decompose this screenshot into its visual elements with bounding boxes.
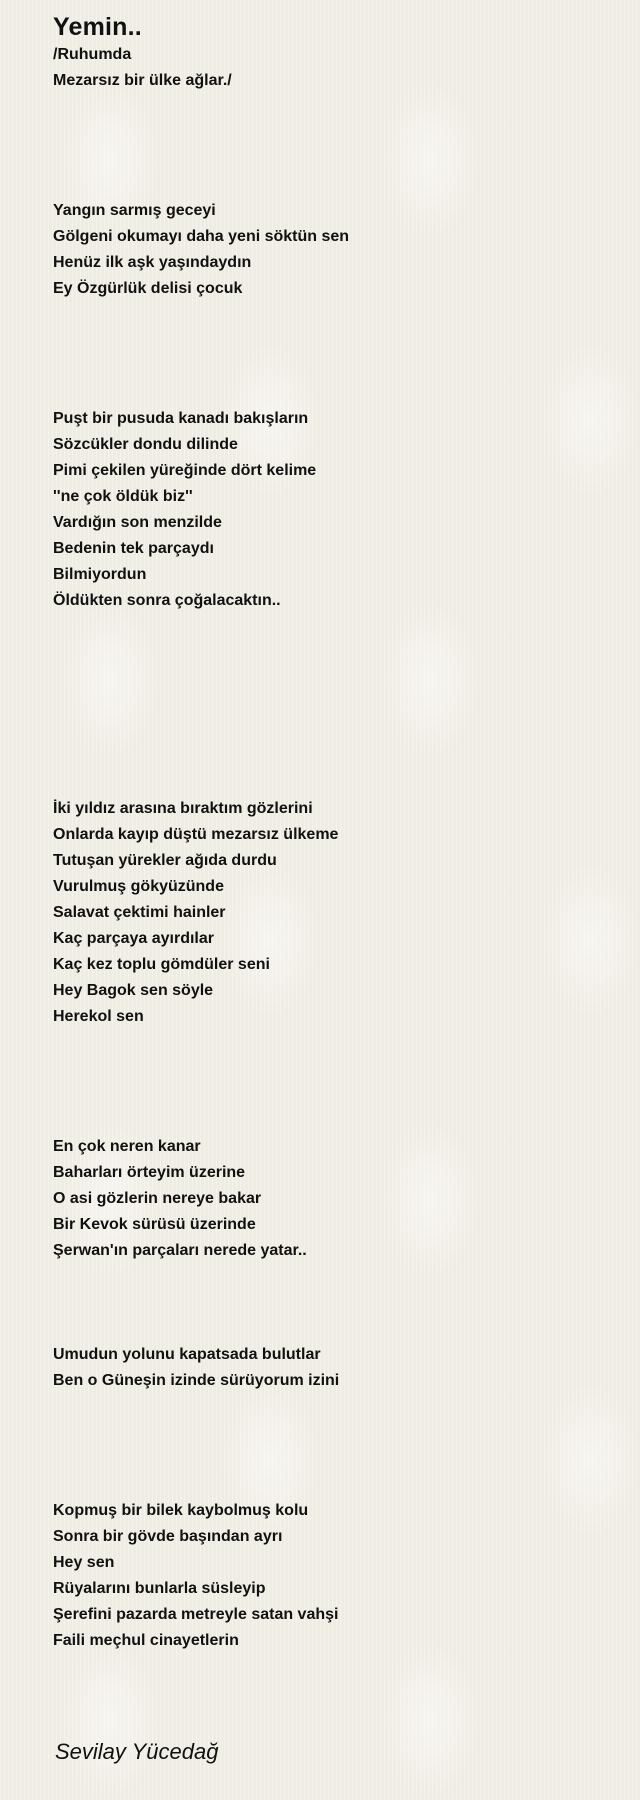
blank-line <box>53 1394 613 1420</box>
blank-line <box>53 1056 613 1082</box>
blank-line <box>53 380 613 406</box>
poem-line: Vurulmuş gökyüzünde <box>53 878 224 895</box>
blank-line <box>53 1316 613 1342</box>
blank-line <box>53 172 613 198</box>
poem-line: Hey Bagok sen söyle <box>53 982 214 999</box>
poem-line: Henüz ilk aşk yaşındaydın <box>53 254 252 271</box>
poem-line: Mezarsız bir ülke ağlar./ <box>53 72 232 89</box>
poem-line: Kopmuş bir bilek kaybolmuş kolu <box>53 1502 309 1519</box>
blank-line <box>53 744 613 770</box>
blank-line <box>53 1108 613 1134</box>
blank-line <box>53 120 613 146</box>
poem-line: Bir Kevok sürüsü üzerinde <box>53 1216 256 1233</box>
poem-line: Şerwan'ın parçaları nerede yatar.. <box>53 1242 307 1259</box>
blank-line <box>53 1446 613 1472</box>
blank-line <box>53 354 613 380</box>
blank-line <box>53 692 613 718</box>
blank-line <box>53 640 613 666</box>
blank-line <box>53 614 613 640</box>
blank-line <box>53 1472 613 1498</box>
poem-line: Yangın sarmış geceyi <box>53 202 216 219</box>
poem-line: Şerefini pazarda metreyle satan vahşi <box>53 1606 339 1623</box>
poem-line: Ben o Güneşin izinde sürüyorum izini <box>53 1372 340 1389</box>
blank-line <box>53 328 613 354</box>
poem-line: Öldükten sonra çoğalacaktın.. <box>53 592 281 609</box>
blank-line <box>53 94 613 120</box>
poem-line: Tutuşan yürekler ağıda durdu <box>53 852 277 869</box>
poem-line: Kaç parçaya ayırdılar <box>53 930 214 947</box>
poem-line: Pimi çekilen yüreğinde dört kelime <box>53 462 317 479</box>
poem-line: Kaç kez toplu gömdüler seni <box>53 956 270 973</box>
poem-line: Faili meçhul cinayetlerin <box>53 1632 239 1649</box>
poem-line: Baharları örteyim üzerine <box>53 1164 246 1181</box>
blank-line <box>53 1264 613 1290</box>
poem-line: Onlarda kayıp düştü mezarsız ülkeme <box>53 826 339 843</box>
poem-line: ''ne çok öldük biz'' <box>53 488 193 505</box>
poem-line: Bilmiyordun <box>53 566 147 583</box>
blank-line <box>53 718 613 744</box>
blank-line <box>53 770 613 796</box>
poem-line: Salavat çektimi hainler <box>53 904 226 921</box>
blank-line <box>53 666 613 692</box>
poem-line: İki yıldız arasına bıraktım gözlerini <box>53 800 313 817</box>
poem-author: Sevilay Yücedağ <box>55 1739 219 1764</box>
poem-line: Sözcükler dondu dilinde <box>53 436 238 453</box>
poem-body <box>53 42 613 1654</box>
poem-line: Bedenin tek parçaydı <box>53 540 214 557</box>
poem-line: Sonra bir gövde başından ayrı <box>53 1528 283 1545</box>
blank-line <box>53 1030 613 1056</box>
poem-line: Hey sen <box>53 1554 115 1571</box>
poem-line: Vardığın son menzilde <box>53 514 222 531</box>
poem-line: Herekol sen <box>53 1008 144 1025</box>
poem-container <box>53 12 613 1654</box>
poem-line: Ey Özgürlük delisi çocuk <box>53 280 243 297</box>
blank-line <box>53 1082 613 1108</box>
blank-line <box>53 1290 613 1316</box>
poem-line: Puşt bir pusuda kanadı bakışların <box>53 410 309 427</box>
poem-line: /Ruhumda <box>53 46 132 63</box>
poem-line: Gölgeni okumayı daha yeni söktün sen <box>53 228 350 245</box>
poem-line: Rüyalarını bunlarla süsleyip <box>53 1580 266 1597</box>
poem-line: En çok neren kanar <box>53 1138 201 1155</box>
blank-line <box>53 302 613 328</box>
poem-title: Yemin.. <box>53 13 142 41</box>
blank-line <box>53 1420 613 1446</box>
poem-line: Umudun yolunu kapatsada bulutlar <box>53 1346 321 1363</box>
blank-line <box>53 146 613 172</box>
poem-line: O asi gözlerin nereye bakar <box>53 1190 262 1207</box>
